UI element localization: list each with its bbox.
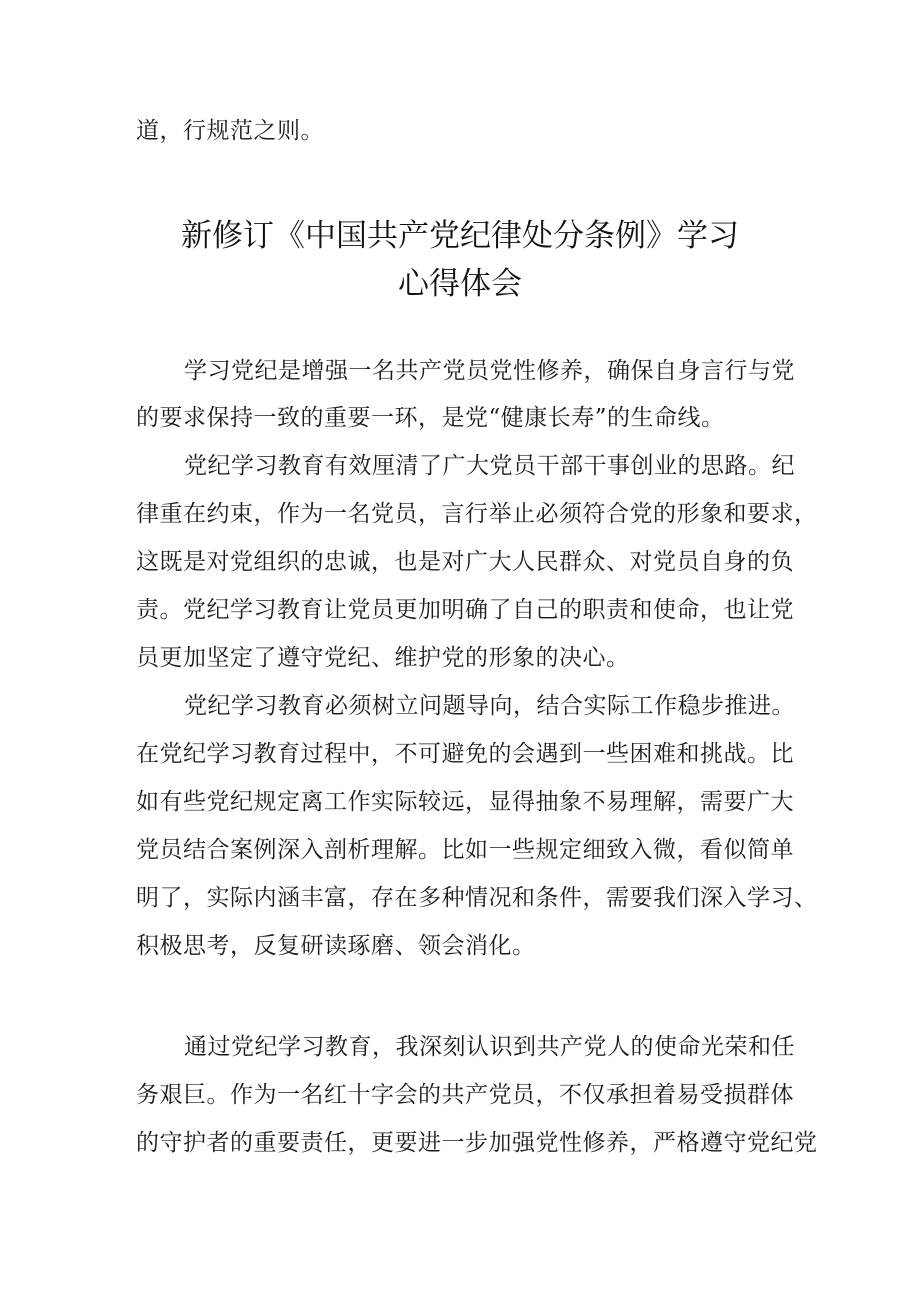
paragraph-1-line-2: 的要求保持一致的重要一环，是党“健康长寿”的生命线。 — [136, 405, 725, 431]
paragraph-3-line-1: 党纪学习教育必须树立问题导向，结合实际工作稳步推进。 — [184, 693, 795, 719]
paragraph-3-line-2: 在党纪学习教育过程中，不可避免的会遇到一些困难和挑战。比 — [136, 741, 794, 767]
paragraph-3-line-6: 积极思考，反复研读琢磨、领会消化。 — [136, 933, 536, 959]
paragraph-2-line-1: 党纪学习教育有效厘清了广大党员干部干事创业的思路。纪 — [184, 453, 795, 479]
top-fragment-line: 道，行规范之则。 — [136, 118, 324, 144]
paragraph-4-line-3: 的守护者的重要责任，更要进一步加强党性修养，严格遵守党纪党 — [136, 1130, 818, 1156]
paragraph-3-line-4: 党员结合案例深入剖析理解。比如一些规定细致入微，看似简单 — [136, 837, 794, 863]
paragraph-2-line-5: 员更加坚定了遵守党纪、维护党的形象的决心。 — [136, 645, 630, 671]
document-title-line-2: 心得体会 — [398, 266, 522, 302]
paragraph-2-line-4: 责。党纪学习教育让党员更加明确了自己的职责和使命，也让党 — [136, 597, 794, 623]
paragraph-3-line-3: 如有些党纪规定离工作实际较远，显得抽象不易理解，需要广大 — [136, 789, 794, 815]
paragraph-1-line-1: 学习党纪是增强一名共产党员党性修养，确保自身言行与党 — [184, 358, 795, 384]
paragraph-2-line-3: 这既是对党组织的忠诚，也是对广大人民群众、对党员自身的负 — [136, 549, 794, 575]
paragraph-3-line-5: 明了，实际内涵丰富，存在多种情况和条件，需要我们深入学习、 — [136, 885, 818, 911]
document-title-line-1: 新修订《中国共产党纪律处分条例》学习 — [181, 218, 739, 254]
paragraph-4-line-2: 务艰巨。作为一名红十字会的共产党员，不仅承担着易受损群体 — [136, 1082, 794, 1108]
paragraph-2-line-2: 律重在约束，作为一名党员，言行举止必须符合党的形象和要求， — [136, 501, 818, 527]
paragraph-4-line-1: 通过党纪学习教育，我深刻认识到共产党人的使命光荣和任 — [184, 1034, 795, 1060]
